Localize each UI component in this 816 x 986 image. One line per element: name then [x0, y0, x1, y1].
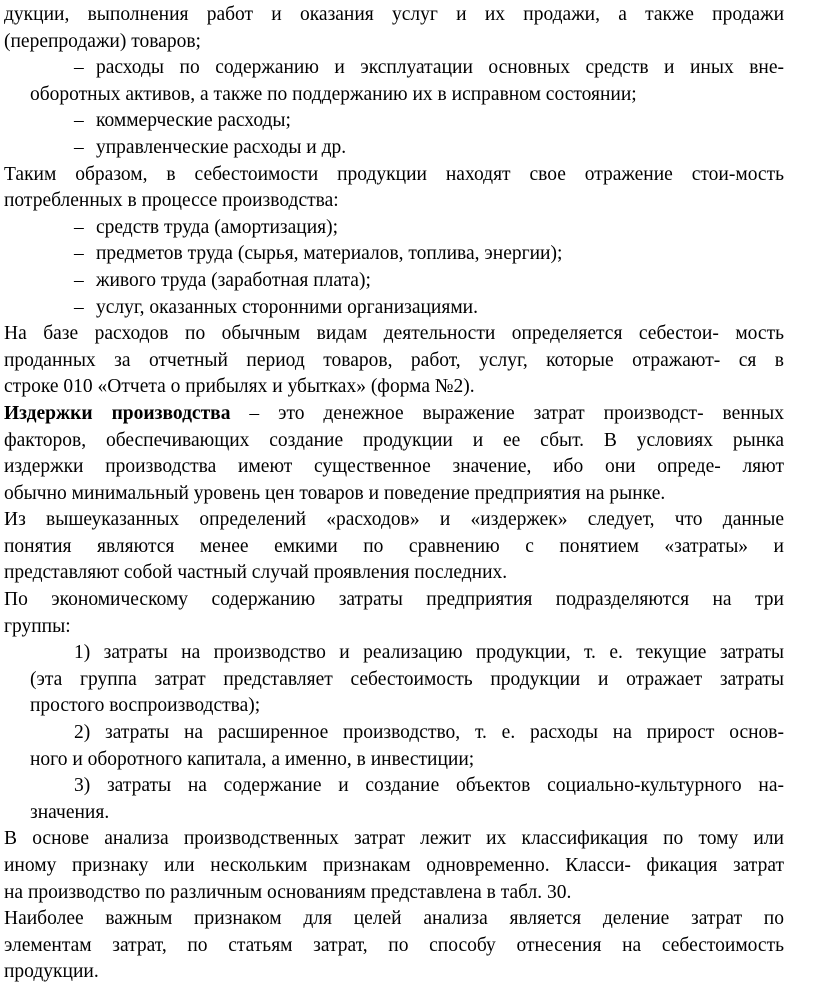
list-item: [4, 55, 784, 82]
dash-bullet: –: [74, 269, 84, 291]
dash-bullet: –: [74, 136, 84, 158]
text-line: потребленных в процессе производства:: [4, 190, 339, 212]
list-item-text: услуг, оказанных сторонними организациями.: [96, 296, 478, 318]
text-line: группы:: [4, 615, 71, 637]
text-line: на производство по различным основаниям представлена в табл. 30.: [4, 881, 572, 903]
dash-bullet: –: [74, 110, 84, 132]
list-item-text: предметов труда (сырья, материалов, топлива, энергии);: [96, 243, 563, 265]
text-line: ного и оборотного капитала, а именно, в инвестиции;: [30, 748, 475, 770]
list-item-text: расходы по содержанию и эксплуатации основных средств и иных вне-: [96, 57, 784, 79]
text-line: Из вышеуказанных определений «расходов» и «издержек» следует, что данные: [4, 509, 784, 531]
bold-term: Издержки производства: [4, 402, 231, 424]
numbered-item: 3) затраты на содержание и создание объектов социально-культурного на-: [74, 775, 784, 797]
list-item: [4, 268, 784, 295]
numbered-item: 2) затраты на расширенное производство, т. е. расходы на прирост основ-: [74, 722, 784, 744]
text-line: Таким образом, в себестоимости продукции находят свое отражение стои-мость: [4, 163, 784, 185]
dash-bullet: –: [74, 216, 84, 238]
text-line: (эта группа затрат представляет себестоимость продукции и отражает затраты: [30, 668, 784, 690]
list-item: [4, 108, 784, 135]
list-item: [4, 135, 784, 162]
text-line: представляют собой частный случай проявления последних.: [4, 562, 508, 584]
text-line: простого воспроизводства);: [30, 695, 261, 717]
text-line: понятия являются менее емкими по сравнению с понятием «затраты» и: [4, 535, 784, 557]
text-line: По экономическому содержанию затраты предприятия подразделяются на три: [4, 589, 784, 611]
dash-bullet: –: [74, 296, 84, 318]
text-line: продукции.: [4, 961, 99, 983]
list-item: [4, 241, 784, 268]
text-line: На базе расходов по обычным видам деятельности определяется себестои- мость: [4, 323, 784, 345]
text-line: оборотных активов, а также по поддержанию их в исправном состоянии;: [30, 83, 637, 105]
list-item-text: живого труда (заработная плата);: [96, 269, 371, 291]
list-item-text: средств труда (амортизация);: [96, 216, 339, 238]
dash-bullet: –: [74, 57, 84, 79]
text-line: иному признаку или нескольким признакам одновременно. Класси- фикация затрат: [4, 855, 784, 876]
list-item-text: управленческие расходы и др.: [96, 136, 347, 158]
text-line: Наиболее важным признаком для целей анализа является деление затрат по: [4, 908, 784, 930]
numbered-item: 1) затраты на производство и реализацию продукции, т. е. текущие затраты: [74, 642, 784, 664]
text-line: [4, 401, 784, 428]
text-line: (перепродажи) товаров;: [4, 30, 201, 52]
text-line: строке 010 «Отчета о прибылях и убытках» (форма №2).: [4, 376, 475, 398]
text-line: элементам затрат, по статьям затрат, по способу отнесения на себестоимость: [4, 934, 784, 956]
text-line: издержки производства имеют существенное значение, ибо они опреде- ляют: [4, 456, 784, 478]
text-line: В основе анализа производственных затрат лежит их классификация по тому или: [4, 828, 784, 850]
text-run: – это денежное выражение затрат производст- венных: [230, 402, 784, 424]
text-line: обычно минимальный уровень цен товаров и поведение предприятия на рынке.: [4, 482, 666, 504]
text-line: значения.: [30, 801, 110, 823]
list-item: [4, 295, 784, 322]
text-line: проданных за отчетный период товаров, работ, услуг, которые отражают- ся в: [4, 349, 784, 371]
list-item-text: коммерческие расходы;: [96, 110, 291, 132]
text-line: дукции, выполнения работ и оказания услуг и их продажи, а также продажи: [4, 4, 784, 25]
text-line: факторов, обеспечивающих создание продукции и ее сбыт. В условиях рынка: [4, 429, 784, 451]
dash-bullet: –: [74, 243, 84, 265]
list-item: [4, 215, 784, 242]
